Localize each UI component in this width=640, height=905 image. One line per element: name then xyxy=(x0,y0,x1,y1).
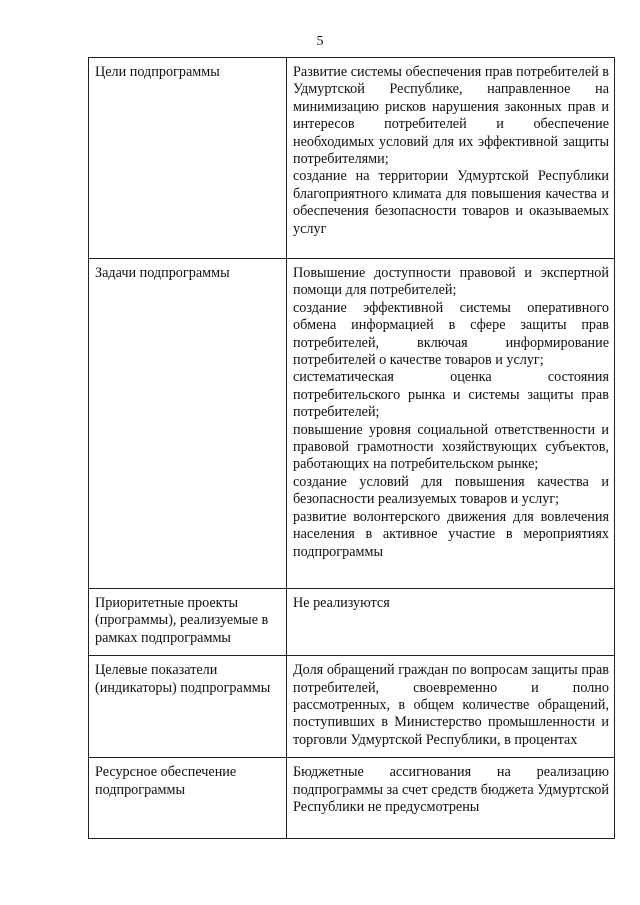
table-row-priority-projects xyxy=(89,589,615,656)
paragraph: развитие волонтерского движения для вовлечения населения в активное участие в мероприятиях подпрограммы xyxy=(293,508,609,560)
table-row-resources xyxy=(89,758,615,839)
paragraph: Доля обращений граждан по вопросам защиты прав потребителей, своевременно и полно рассмотренных, в общем количестве обращений, поступивших в Министерство промышленности и торговли Удмуртской Республики, в процентах xyxy=(293,662,609,748)
paragraph: создание эффективной системы оперативного обмена информацией в сфере защиты прав потребителей, включая информирование потребителей о качестве товаров и услуг; xyxy=(293,299,609,369)
table-row-tasks xyxy=(89,259,615,589)
paragraph: Бюджетные ассигнования на реализацию подпрограммы за счет средств бюджета Удмуртской Республики не предусмотрены xyxy=(293,764,609,816)
table-row-goals xyxy=(89,58,615,259)
row-label: Цели подпрограммы xyxy=(89,58,287,259)
paragraph: Развитие системы обеспечения прав потребителей в Удмуртской Республике, направленное на минимизацию рисков нарушения законных прав и интересов потребителей и обеспечение необходимых условий для их эффективной защиты потребителями; xyxy=(293,64,609,168)
row-label: Задачи подпрограммы xyxy=(89,259,287,589)
row-label: Целевые показатели (индикаторы) подпрограммы xyxy=(89,656,287,758)
row-content xyxy=(287,259,615,589)
subprogram-passport-table xyxy=(88,57,615,839)
paragraph: создание условий для повышения качества и безопасности реализуемых товаров и услуг; xyxy=(293,473,609,508)
row-content xyxy=(287,589,615,656)
row-content xyxy=(287,656,615,758)
paragraph: создание на территории Удмуртской Республики благоприятного климата для повышения качества и обеспечения безопасности товаров и оказываемых услуг xyxy=(293,168,609,237)
paragraph: систематическая оценка состояния потребительского рынка и системы защиты прав потребителей; xyxy=(293,369,609,421)
row-label: Приоритетные проекты (программы), реализуемые в рамках подпрограммы xyxy=(89,589,287,656)
table-row-target-indicators xyxy=(89,656,615,758)
page-number: 5 xyxy=(316,34,324,49)
paragraph: Не реализуются xyxy=(293,595,390,611)
paragraph: повышение уровня социальной ответственности и правовой грамотности хозяйствующих субъектов, работающих на потребительском рынке; xyxy=(293,421,609,473)
row-content xyxy=(287,58,615,259)
row-label: Ресурсное обеспечение подпрограммы xyxy=(89,758,287,839)
row-content xyxy=(287,758,615,839)
paragraph: Повышение доступности правовой и экспертной помощи для потребителей; xyxy=(293,265,609,299)
